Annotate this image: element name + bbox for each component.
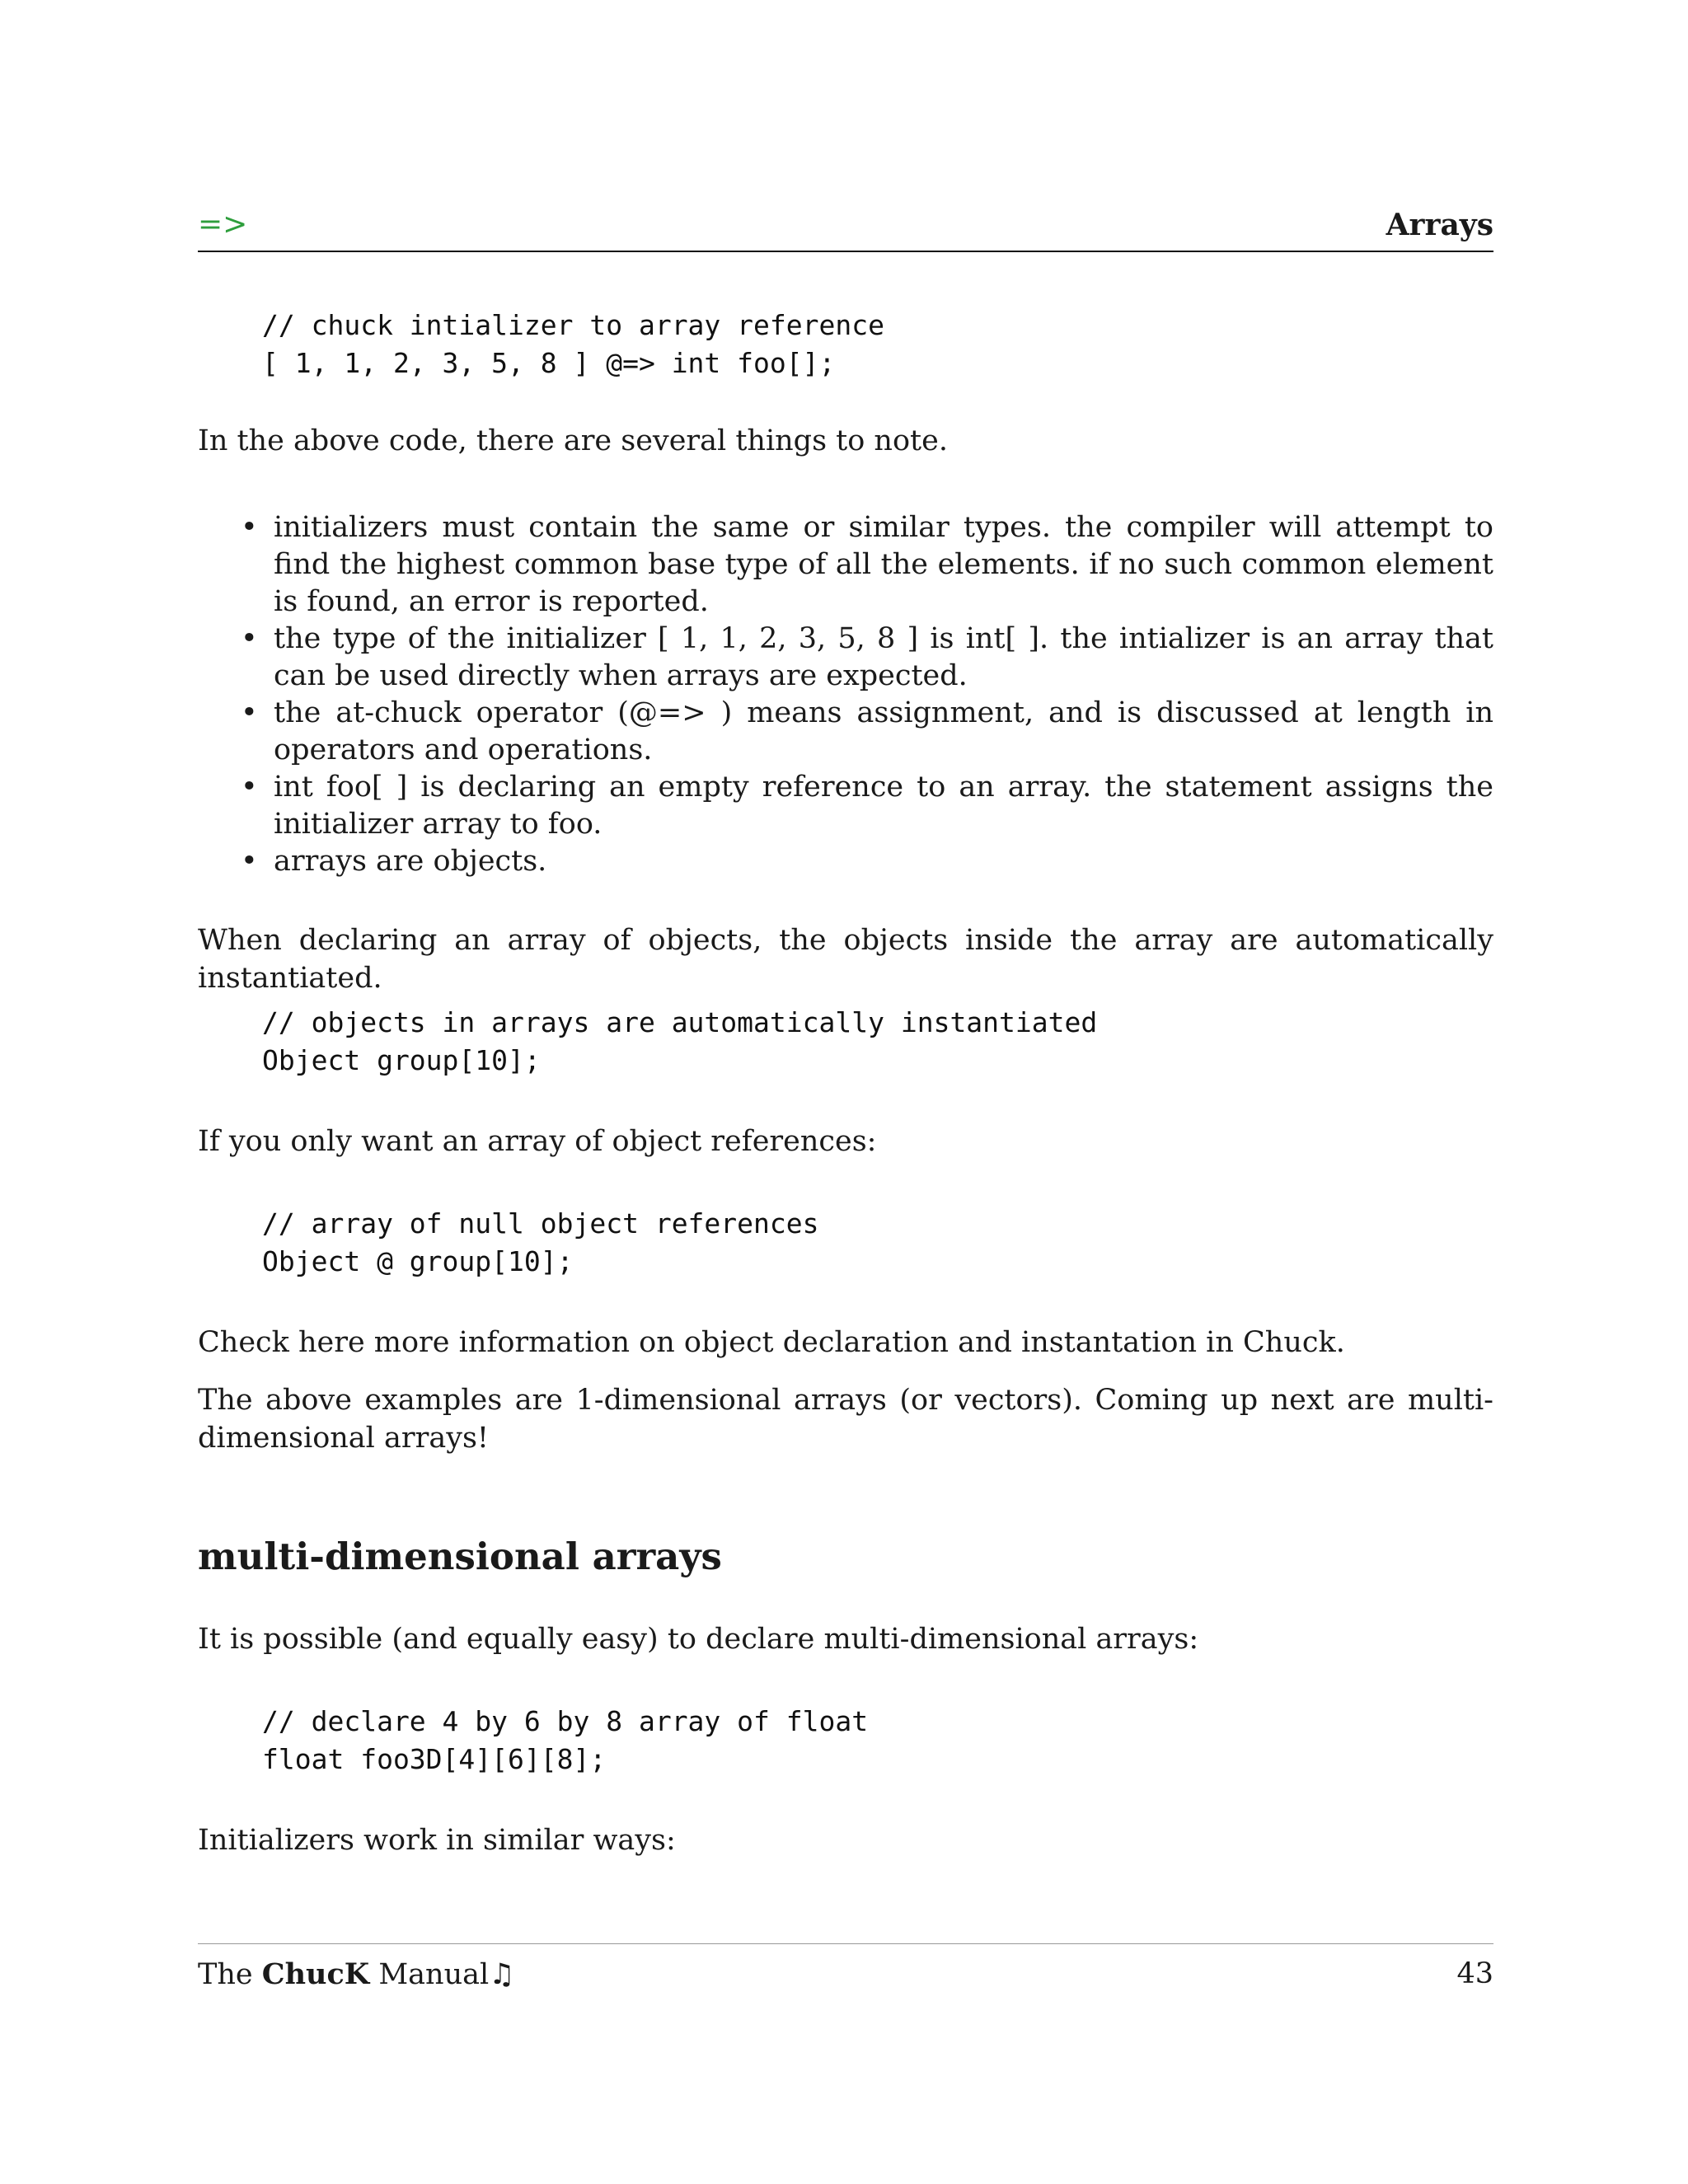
- list-item: [198, 843, 1493, 880]
- code-line: Object group[10];: [262, 1044, 541, 1076]
- code-block-objects: [262, 1004, 1097, 1080]
- page-footer: [198, 1943, 1493, 2010]
- chapter-title: Arrays: [1386, 208, 1493, 242]
- footer-suffix: Manual♫: [369, 1958, 515, 1991]
- list-item: [198, 695, 1493, 769]
- bullet-icon: •: [241, 696, 258, 729]
- code-line: Object @ group[10];: [262, 1245, 574, 1277]
- code-line: float foo3D[4][6][8];: [262, 1743, 607, 1775]
- bullet-icon: •: [241, 771, 258, 804]
- list-item: [198, 769, 1493, 843]
- paragraph-references: If you only want an array of object references:: [198, 1125, 877, 1158]
- page-number: 43: [1456, 1957, 1493, 1990]
- code-comment: // chuck intializer to array reference: [262, 309, 884, 341]
- paragraph-check-here: Check here more information on object declaration and instantation in Chuck.: [198, 1326, 1345, 1359]
- paragraph-intro: In the above code, there are several things to note.: [198, 424, 948, 457]
- bullet-icon: •: [241, 511, 258, 544]
- paragraph-objects: When declaring an array of objects, the objects inside the array are automatically instantiated.: [198, 924, 1493, 995]
- notes-list: [198, 509, 1493, 880]
- list-item-text: int foo[ ] is declaring an empty reference to an array. the statement assigns the initializer array to foo.: [274, 771, 1493, 841]
- code-block-multi-dim: [262, 1703, 868, 1779]
- code-block-references: [262, 1205, 819, 1281]
- code-block-initializer: [262, 307, 884, 382]
- list-item: [198, 621, 1493, 695]
- footer-prefix: The: [198, 1958, 262, 1991]
- list-item: [198, 509, 1493, 621]
- list-item-text: the at-chuck operator (@=> ) means assignment, and is discussed at length in operators and operations.: [274, 696, 1493, 766]
- footer-title: [198, 1957, 515, 1991]
- bullet-icon: •: [241, 622, 258, 655]
- code-comment: // array of null object references: [262, 1207, 819, 1240]
- page-header: [198, 199, 1493, 252]
- footer-brand: ChucK: [261, 1957, 370, 1991]
- paragraph-dimensions: The above examples are 1-dimensional arrays (or vectors). Coming up next are multi-dimensional arrays!: [198, 1384, 1493, 1455]
- list-item-text: initializers must contain the same or similar types. the compiler will attempt to find the highest common base type of all the elements. if no such common element is found, an error is reported.: [274, 511, 1493, 618]
- chuck-arrow-logo: =>: [198, 208, 248, 241]
- list-item-text: the type of the initializer [ 1, 1, 2, 3, 5, 8 ] is int[ ]. the intializer is an array that can be used directly when arrays are expected.: [274, 622, 1493, 692]
- code-comment: // declare 4 by 6 by 8 array of float: [262, 1705, 869, 1737]
- code-line: [ 1, 1, 2, 3, 5, 8 ] @=> int foo[];: [262, 347, 836, 379]
- bullet-icon: •: [241, 845, 258, 878]
- code-comment: // objects in arrays are automatically instantiated: [262, 1006, 1098, 1038]
- paragraph-initializers: Initializers work in similar ways:: [198, 1824, 676, 1857]
- paragraph-multi-dim: It is possible (and equally easy) to declare multi-dimensional arrays:: [198, 1623, 1199, 1656]
- section-title: multi-dimensional arrays: [198, 1535, 722, 1578]
- list-item-text: arrays are objects.: [274, 845, 547, 878]
